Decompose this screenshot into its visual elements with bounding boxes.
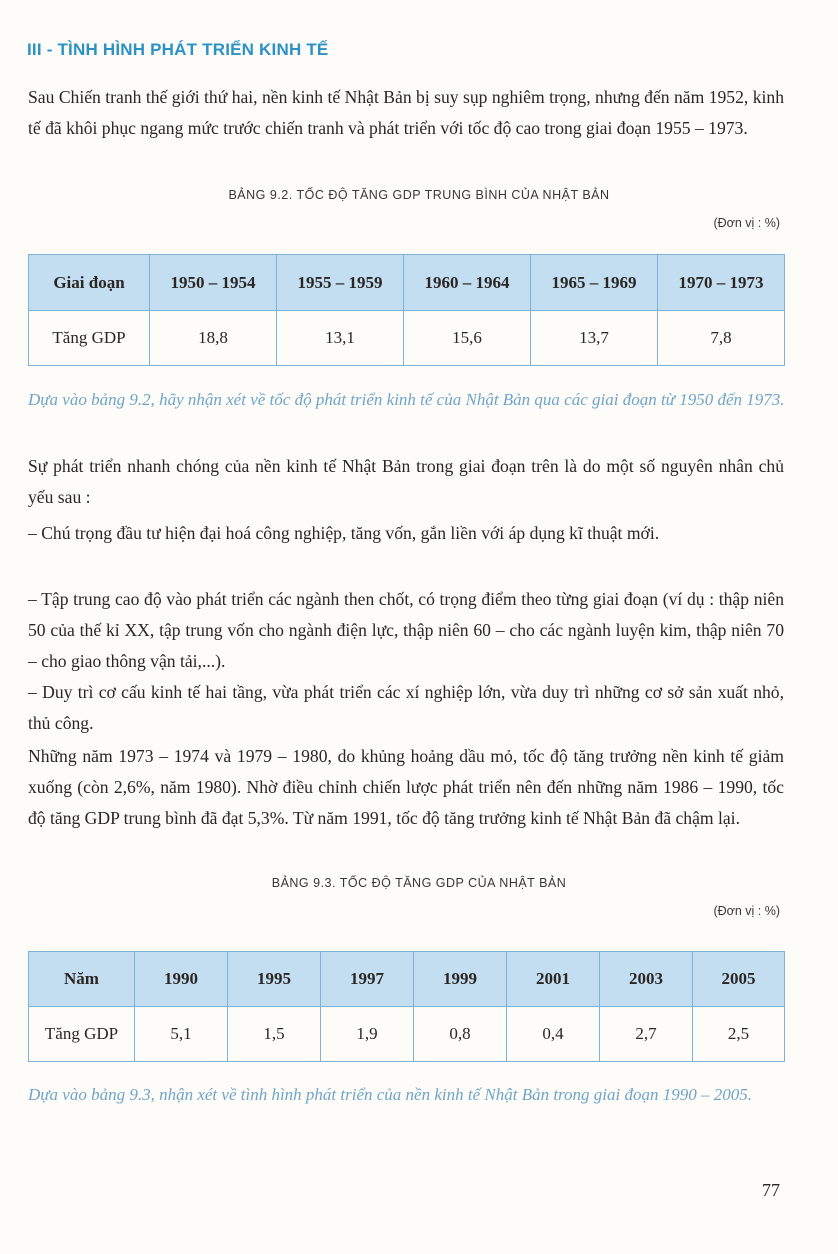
gdp-table-9-2	[28, 254, 785, 366]
table1-caption: BẢNG 9.2. TỐC ĐỘ TĂNG GDP TRUNG BÌNH CỦA NHẬT BẢN	[228, 188, 610, 202]
year-cell: 2003	[600, 952, 693, 1007]
year-cell: 1990	[135, 952, 228, 1007]
period-cell: 1970 – 1973	[658, 255, 785, 311]
period-cell: 1960 – 1964	[404, 255, 531, 311]
year-cell: 2001	[507, 952, 600, 1007]
header-label: Năm	[29, 952, 135, 1007]
reason-item: – Duy trì cơ cấu kinh tế hai tầng, vừa phát triển các xí nghiệp lớn, vừa duy trì những cơ sở sản xuất nhỏ, thủ công.	[28, 682, 784, 733]
value-cell: 18,8	[150, 311, 277, 366]
value-cell: 5,1	[135, 1007, 228, 1062]
page-number: 77	[762, 1180, 780, 1200]
table2-unit: (Đơn vị : %)	[713, 904, 780, 918]
table2-caption: BẢNG 9.3. TỐC ĐỘ TĂNG GDP CỦA NHẬT BẢN	[271, 876, 567, 890]
intro-paragraph: Sau Chiến tranh thế giới thứ hai, nền kinh tế Nhật Bản bị suy sụp nghiêm trọng, nhưng đến năm 1952, kinh tế đã khôi phục ngang mức trước chiến tranh và phát triển với tốc độ cao trong giai đoạn 1955 – 1973.	[28, 87, 784, 138]
value-cell: 7,8	[658, 311, 785, 366]
value-cell: 13,7	[531, 311, 658, 366]
header-label: Giai đoạn	[29, 255, 150, 311]
reason-item: – Tập trung cao độ vào phát triển các ngành then chốt, có trọng điểm theo từng giai đoạn (ví dụ : thập niên 50 của thế kỉ XX, tập trung vốn cho ngành điện lực, thập niên 60 – cho các ngành luyện kim, thập niên 70 – cho giao thông vận tải,...).	[28, 589, 784, 671]
period-cell: 1955 – 1959	[277, 255, 404, 311]
year-cell: 1997	[321, 952, 414, 1007]
period-cell: 1950 – 1954	[150, 255, 277, 311]
value-cell: 1,9	[321, 1007, 414, 1062]
value-cell: 0,8	[414, 1007, 507, 1062]
table1-unit: (Đơn vị : %)	[713, 216, 780, 230]
value-cell: 1,5	[228, 1007, 321, 1062]
year-cell: 1999	[414, 952, 507, 1007]
value-cell: 2,5	[693, 1007, 785, 1062]
value-cell: 15,6	[404, 311, 531, 366]
task-1: Dựa vào bảng 9.2, hãy nhận xét về tốc độ phát triển kinh tế của Nhật Bản qua các giai đoạn từ 1950 đến 1973.	[28, 390, 785, 409]
value-cell: 0,4	[507, 1007, 600, 1062]
table-row	[29, 1007, 785, 1062]
later-paragraph: Những năm 1973 – 1974 và 1979 – 1980, do khủng hoảng dầu mỏ, tốc độ tăng trưởng nền kinh tế giảm xuống (còn 2,6%, năm 1980). Nhờ điều chỉnh chiến lược phát triển nên đến những năm 1986 – 1990, tốc độ tăng GDP trung bình đã đạt 5,3%. Từ năm 1991, tốc độ tăng trưởng kinh tế Nhật Bản đã chậm lại.	[28, 746, 784, 828]
row-label: Tăng GDP	[29, 1007, 135, 1062]
task-2: Dựa vào bảng 9.3, nhận xét về tình hình phát triển của nền kinh tế Nhật Bản trong giai đoạn 1990 – 2005.	[28, 1085, 752, 1104]
table-header-row	[29, 952, 785, 1007]
row-label: Tăng GDP	[29, 311, 150, 366]
value-cell: 13,1	[277, 311, 404, 366]
gdp-table-9-3	[28, 951, 785, 1062]
period-cell: 1965 – 1969	[531, 255, 658, 311]
year-cell: 1995	[228, 952, 321, 1007]
reason-item: – Chú trọng đầu tư hiện đại hoá công nghiệp, tăng vốn, gắn liền với áp dụng kĩ thuật mới.	[28, 523, 660, 543]
year-cell: 2005	[693, 952, 785, 1007]
table-row	[29, 311, 785, 366]
value-cell: 2,7	[600, 1007, 693, 1062]
reasons-intro: Sự phát triển nhanh chóng của nền kinh tế Nhật Bản trong giai đoạn trên là do một số nguyên nhân chủ yếu sau :	[28, 456, 784, 507]
section-title: III - TÌNH HÌNH PHÁT TRIỂN KINH TẾ	[27, 40, 329, 59]
table-header-row	[29, 255, 785, 311]
